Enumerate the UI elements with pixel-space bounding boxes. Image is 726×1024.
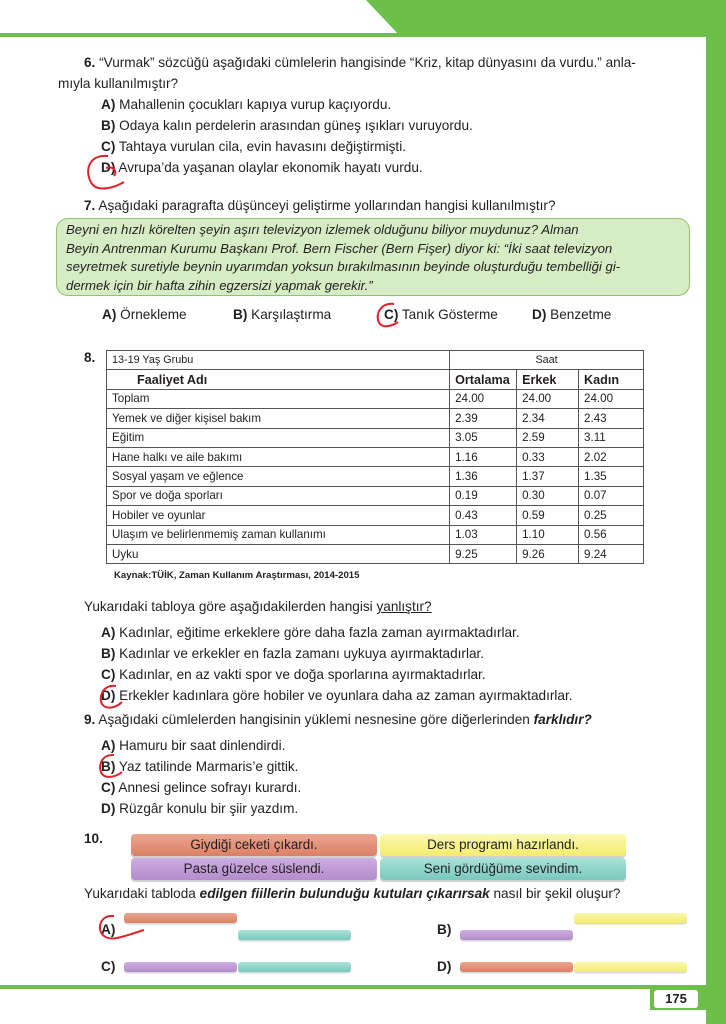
table-source: Kaynak:TÜİK, Zaman Kullanım Araştırması, 2014-2015 bbox=[114, 570, 360, 581]
table-row: Uyku 9.25 9.26 9.24 bbox=[107, 544, 644, 563]
corner-decoration bbox=[366, 0, 726, 36]
table-row: Ulaşım ve belirlenmemiş zaman kullanımı 1.03 1.10 0.56 bbox=[107, 525, 644, 544]
answer-mark-q9 bbox=[94, 752, 130, 782]
q10-box-yellow: Ders programı hazırlandı. bbox=[380, 834, 626, 856]
q6-option-b[interactable]: B) Odaya kalın perdelerin arasından güneş ışıkları vuruyordu. bbox=[101, 118, 473, 133]
table-col-average: Ortalama bbox=[450, 370, 517, 389]
q9-option-c[interactable]: C) Annesi gelince sofrayı kurardı. bbox=[101, 780, 302, 795]
table-row: Toplam 24.00 24.00 24.00 bbox=[107, 389, 644, 408]
q10-c-bar-purple bbox=[124, 962, 237, 972]
q9-option-a[interactable]: A) Hamuru bir saat dinlendirdi. bbox=[101, 738, 286, 753]
q10-option-d[interactable]: D) bbox=[437, 959, 452, 974]
q9-option-d[interactable]: D) Rüzgâr konulu bir şiir yazdım. bbox=[101, 801, 299, 816]
table-col-female: Kadın bbox=[579, 370, 644, 389]
q7-option-b[interactable]: B) Karşılaştırma bbox=[233, 307, 332, 322]
q8-option-b[interactable]: B) Kadınlar ve erkekler en fazla zamanı uykuya ayırmaktadırlar. bbox=[101, 646, 485, 661]
answer-mark-q7 bbox=[368, 298, 408, 332]
q8-number: 8. bbox=[84, 350, 96, 365]
q7-option-a[interactable]: A) Örnekleme bbox=[102, 307, 187, 322]
q10-box-purple: Pasta güzelce süslendi. bbox=[131, 858, 377, 880]
answer-mark-q8 bbox=[94, 682, 130, 712]
q8-option-a[interactable]: A) Kadınlar, eğitime erkeklere göre daha fazla zaman ayırmaktadırlar. bbox=[101, 625, 520, 640]
q10-stem: Yukarıdaki tabloda edilgen fiillerin bulunduğu kutuları çıkarırsak nasıl bir şekil oluşur? bbox=[84, 886, 621, 901]
q7-option-d[interactable]: D) Benzetme bbox=[532, 307, 612, 322]
q8-stem: Yukarıdaki tabloya göre aşağıdakilerden hangisi yanlıştır? bbox=[84, 599, 432, 614]
q10-option-b[interactable]: B) bbox=[437, 922, 452, 937]
q6-stem: 6. “Vurmak” sözcüğü aşağıdaki cümlelerin hangisinde “Kriz, kitap dünyasını da vurdu.” anla- bbox=[84, 55, 636, 70]
page-side-band bbox=[706, 0, 726, 1024]
page-number: 175 bbox=[654, 990, 698, 1008]
q10-number: 10. bbox=[84, 831, 103, 846]
q9-stem: 9. Aşağıdaki cümlelerden hangisinin yüklemi nesnesine göre diğerlerinden farklıdır? bbox=[84, 712, 592, 727]
q6-option-c[interactable]: C) Tahtaya vurulan cila, evin havasını değiştirmişti. bbox=[101, 139, 407, 154]
table-col-male: Erkek bbox=[517, 370, 579, 389]
table-row: Eğitim 3.05 2.59 3.11 bbox=[107, 428, 644, 447]
time-use-table bbox=[106, 350, 644, 564]
q6-option-d[interactable]: D) Avrupa’da yaşanan olaylar ekonomik hayatı vurdu. bbox=[101, 160, 423, 175]
table-row: Yemek ve diğer kişisel bakım 2.39 2.34 2.43 bbox=[107, 409, 644, 428]
q10-a-bar-teal bbox=[238, 930, 351, 940]
q10-d-bar-red bbox=[460, 962, 573, 972]
q9-option-b[interactable]: B) Yaz tatilinde Marmaris’e gittik. bbox=[101, 759, 299, 774]
table-col-activity: Faaliyet Adı bbox=[107, 370, 450, 389]
q10-d-bar-yellow bbox=[574, 962, 687, 972]
q10-c-bar-teal bbox=[238, 962, 351, 972]
q10-b-bar-yellow bbox=[574, 913, 687, 923]
answer-mark-q10 bbox=[94, 912, 154, 944]
q7-stem: 7. Aşağıdaki paragrafta düşünceyi geliştirme yollarından hangisi kullanılmıştır? bbox=[84, 198, 556, 213]
q8-option-d[interactable]: D) Erkekler kadınlara göre hobiler ve oyunlara daha az zaman ayırmaktadırlar. bbox=[101, 688, 573, 703]
q10-option-a[interactable]: A) bbox=[101, 922, 116, 937]
footer-rule bbox=[0, 985, 706, 989]
q10-b-bar-purple bbox=[460, 930, 573, 940]
table-saat-label: Saat bbox=[450, 351, 644, 370]
q6-option-a[interactable]: A) Mahallenin çocukları kapıya vurup kaçıyordu. bbox=[101, 97, 392, 112]
table-row: Hane halkı ve aile bakımı 1.16 0.33 2.02 bbox=[107, 447, 644, 466]
table-group-label: 13-19 Yaş Grubu bbox=[107, 351, 450, 370]
q8-option-c[interactable]: C) Kadınlar, en az vakti spor ve doğa sporlarına ayırmaktadırlar. bbox=[101, 667, 486, 682]
q7-option-c[interactable]: C) Tanık Gösterme bbox=[384, 307, 498, 322]
answer-mark-q6 bbox=[78, 150, 128, 194]
q10-box-red: Giydiği ceketi çıkardı. bbox=[131, 834, 377, 856]
table-row: Sosyal yaşam ve eğlence 1.36 1.37 1.35 bbox=[107, 467, 644, 486]
table-row: Hobiler ve oyunlar 0.43 0.59 0.25 bbox=[107, 506, 644, 525]
q7-paragraph: Beyni en hızlı körelten şeyin aşırı televizyon izlemek olduğunu biliyor muydunuz? Alman Beyin Antrenman Kurumu Başkanı Prof. Bern Fischer (Bern Fişer) diyor ki: “İki saat televizyon seyretmek suretiyle beynin uyarımdan yoksun bırakılmasının beyinde oluşturduğu tembelliği gi- dermek için bir hafta zihin egzersizi yapmak gerekir.” bbox=[66, 222, 621, 293]
q10-option-c[interactable]: C) bbox=[101, 959, 116, 974]
q10-box-teal: Seni gördüğüme sevindim. bbox=[380, 858, 626, 880]
table-row: Spor ve doğa sporları 0.19 0.30 0.07 bbox=[107, 486, 644, 505]
q6-stem-cont: mıyla kullanılmıştır? bbox=[58, 76, 179, 91]
